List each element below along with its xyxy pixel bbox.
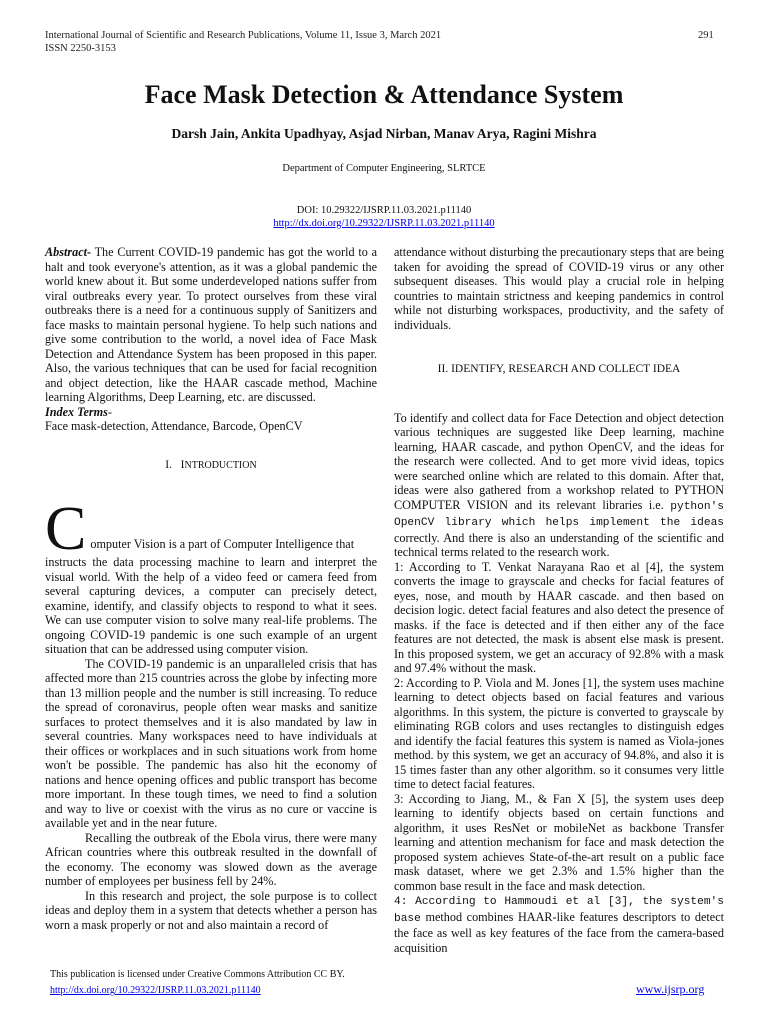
paragraph-covid: The COVID-19 pandemic is an unparalleled crisis that has affected more than 215 countries across the globe by infecting more than 13 million people and the number is still increasing. To reduce the spread of coronavirus, people often wear masks and sanitize surfaces to protect themselves and it is also mandated by law in several countries. Many workspaces need to have individuals at their offices or workplaces and in such situations work from home won't be possible. The pandemic has also hit the economy of nations and hence opening offices and public transport has become more important. In these tough times, we need to find a solution and way to live or coexist with the virus as no cure or vaccine is available yet and in the near future. xyxy=(45,656,377,830)
section-title-rest: NTRODUCTION xyxy=(184,459,257,471)
section-heading-introduction xyxy=(45,458,377,474)
reference-4-text: method combines HAAR-like features descriptors to detect the face as well as key features of the face from the camera-based acquisition xyxy=(394,909,724,955)
paragraph-continuation: attendance without disturbing the precautionary steps that are being taken for avoiding the spread of COVID-19 virus or any other subsequent diseases. This would play a crucial role in helping countries to maintain strictness and keeping pandemics in control while not disturbing workspaces, productivity, and the safety of individuals. xyxy=(394,245,724,332)
section-title-initial: I xyxy=(180,458,185,471)
paragraph-purpose: In this research and project, the sole purpose is to collect ideas and deploy them in a system that detects whether a person has worn a mask properly or not and also maintain a record of xyxy=(45,888,377,932)
authors: Darsh Jain, Ankita Upadhyay, Asjad Nirban, Manav Arya, Ragini Mishra xyxy=(171,126,597,141)
department: Department of Computer Engineering, SLRTCE xyxy=(282,163,486,174)
journal-header: International Journal of Scientific and Research Publications, Volume 11, Issue 3, March 2021 xyxy=(45,30,442,41)
identify-mono-text: python's OpenCV library which helps implement the ideas xyxy=(394,500,724,529)
section-number: I. xyxy=(165,458,173,471)
identify-text-a: To identify and collect data for Face Detection and object detection various techniques are suggested like Deep learning, machine learning, HAAR cascade, and python OpenCV, and the ideas for the research were collected. And to get more vivid ideas, topics were searched online which are related to this domain. After that, ideas were also gathered from a workshop related to PYTHON COMPUTER VISION and its relevant libraries i.e. xyxy=(394,410,724,512)
reference-item-1: 1: According to T. Venkat Narayana Rao et al [4], the system converts the image to grayscale and checks for facial features of eyes, nose, and mouth by HAAR cascade. and then based on decision logic. detect facial features and also detect the presence of masks. if the face is detected and if then either any of the face features are not detected, the mask is absent else mask is present. In this proposed system, we get an accuracy of 92.8% with a mask and 97.4% without the mask. xyxy=(394,559,724,675)
identify-text-b: correctly. And there is also an understanding of the scientific and technical terms related to the research work. xyxy=(394,530,724,559)
index-terms-dash: - xyxy=(107,404,112,419)
reference-4-mono: 4: According to Hammoudi et al [3], the system's base xyxy=(394,896,724,925)
abstract xyxy=(45,245,377,405)
section-heading-identify: II. IDENTIFY, RESEARCH AND COLLECT IDEA xyxy=(437,363,681,375)
index-terms: Face mask-detection, Attendance, Barcode, OpenCV xyxy=(45,419,303,433)
paper-title: Face Mask Detection & Attendance System xyxy=(144,80,624,109)
issn: ISSN 2250-3153 xyxy=(45,43,116,54)
footer-doi-link[interactable]: http://dx.doi.org/10.29322/IJSRP.11.03.2021.p11140 xyxy=(50,985,261,996)
index-terms-heading xyxy=(45,405,377,420)
abstract-label: Abstract- xyxy=(45,245,92,259)
license-text: This publication is licensed under Creative Commons Attribution CC BY. xyxy=(50,969,345,980)
page-number: 291 xyxy=(698,30,714,41)
site-link[interactable]: www.ijsrp.org xyxy=(636,982,705,996)
doi-block xyxy=(0,204,768,230)
footer xyxy=(50,967,345,999)
doi-link[interactable]: http://dx.doi.org/10.29322/IJSRP.11.03.2021.p11140 xyxy=(273,218,495,229)
intro-body: instructs the data processing machine to learn and interpret the visual world. With the help of a video feed or camera feed from several capturing devices, a computer can precisely detect, examine, identify, and classify objects to respond to what it sees. We can use computer vision to solve many real-life problems. The ongoing COVID-19 pandemic is one such example of an urgent situation that can be addressed using computer vision. xyxy=(45,555,377,656)
intro-paragraph xyxy=(45,495,377,657)
drop-cap: C xyxy=(45,495,87,563)
intro-first-line: omputer Vision is a part of Computer Intelligence that xyxy=(90,537,355,551)
paragraph-identify xyxy=(394,411,724,560)
right-column xyxy=(394,245,724,955)
reference-item-3: 3: According to Jiang, M., & Fan X [5], the system uses deep learning to identify objects based on certain functions and algorithm, it uses ResNet or mobileNet as backbone Transfer learning and attention mechanism for face and mask detection the proposed system achieves State-of-the-art result on a public face mask dataset, where we get 2.3% and 1.5% higher than the common base result in the face and mask detection. xyxy=(394,791,724,893)
index-terms-label: Index Terms xyxy=(45,404,108,419)
doi-text: DOI: 10.29322/IJSRP.11.03.2021.p11140 xyxy=(296,205,472,216)
reference-item-4 xyxy=(394,893,724,955)
left-column xyxy=(45,245,377,932)
paragraph-ebola: Recalling the outbreak of the Ebola virus, there were many African countries where this outbreak resulted in the downfall of the economy. The economy was slowed down as the average number of employees per business fell by 24%. xyxy=(45,830,377,888)
abstract-text: The Current COVID-19 pandemic has got the world to a halt and took everyone's attention, as it was a global pandemic the world knew about it. But some underdeveloped nations suffer from viral outbreaks every year. To protect ourselves from these viral outbreaks there is a need for a continuous supply of Sanitizers and face masks to maintain personal hygiene. To help such nations and give some contribution to the world, a novel idea of Face Mask Detection and Attendance System has been proposed in this paper. Also, the various techniques that can be used for facial recognition and object detection, like the HAAR cascade method, Machine learning Algorithms, Deep Learning, etc. are discussed. xyxy=(45,245,377,404)
reference-item-2: 2: According to P. Viola and M. Jones [1], the system uses machine learning to detect objects based on facial features and various algorithms. In this system, the picture is converted to grayscale by eliminating RGB colors and uses rectangles to distinguish edges and identify the facial features this system is named as Viola-jones method. by this system, we get an accuracy of 94.8%, and also it is 15 times faster than any other algorithm. so it consumes very little time to detect facial features. xyxy=(394,675,724,791)
